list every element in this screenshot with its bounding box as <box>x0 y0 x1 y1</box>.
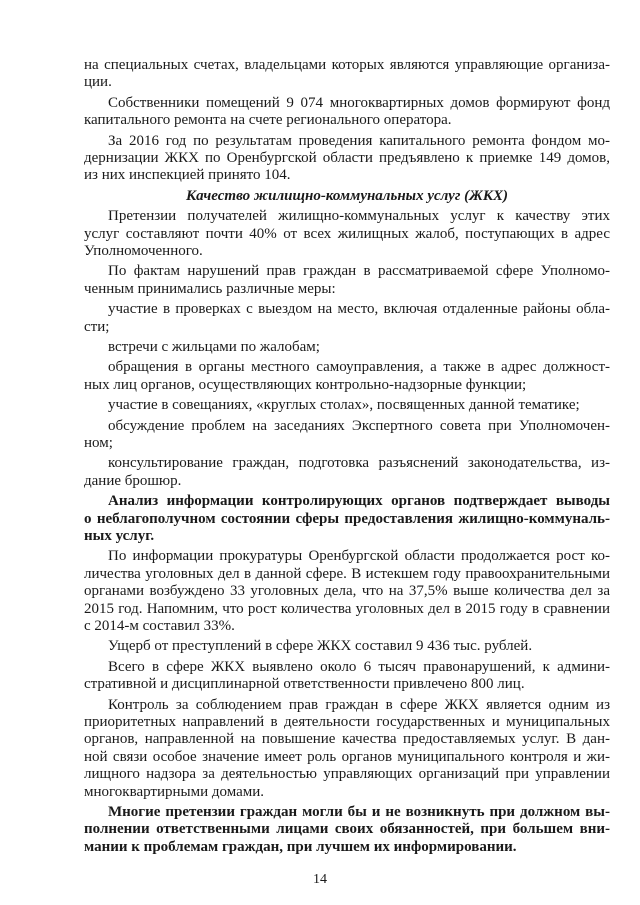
text-line: Всего в сфере ЖКХ выявлено около 6 тысяч правонарушений, к админи- <box>108 658 610 675</box>
list-item: сти; <box>84 318 110 335</box>
page-number: 14 <box>313 872 327 887</box>
text-line: Собственники помещений 9 074 многоквартирных домов формируют фонд <box>108 94 610 111</box>
bold-paragraph-line: полнении ответственными лицами своих обязанностей, при большем вни- <box>84 821 610 838</box>
text-line: Контроль за соблюдением прав граждан в сфере ЖКХ является одним из <box>108 696 610 713</box>
text-line: По информации прокуратуры Оренбургской области продолжается рост ко- <box>108 548 610 565</box>
bold-paragraph-line: Анализ информации контролирующих органов подтверждает выводы <box>108 493 610 510</box>
text-line: 2015 год. Напомним, что рост количества уголовных дел в 2015 году в сравнении <box>84 600 610 617</box>
list-item: консультирование граждан, подготовка разъяснений законодательства, из- <box>108 455 610 472</box>
list-item: ном; <box>84 435 113 451</box>
text-line: приоритетных направлений в деятельности государственных и муниципальных <box>84 714 610 730</box>
bold-paragraph-line: Многие претензии граждан могли бы и не возникнуть при должном вы- <box>108 804 610 820</box>
text-line: на специальных счетах, владельцами которых являются управляющие организа- <box>84 57 610 73</box>
text-line: органов, направленной на повышение качества предоставляемых услуг. В дан- <box>84 731 610 748</box>
list-item: обсуждение проблем на заседаниях Экспертного совета при Уполномочен- <box>108 417 610 434</box>
bold-paragraph-line: ных услуг. <box>84 528 155 544</box>
text-line: За 2016 год по результатам проведения капитального ремонта фондом мо- <box>108 132 610 149</box>
text-line: Претензии получателей жилищно-коммунальных услуг к качеству этих <box>108 208 610 225</box>
text-line: с 2014-м составил 33%. <box>84 618 235 634</box>
list-item: ных лиц органов, осуществляющих контрольно-надзорные функции; <box>84 376 527 393</box>
bold-paragraph-line: мании к проблемам граждан, при лучшем их информировании. <box>84 838 517 855</box>
text-line: из них инспекцией принято 104. <box>84 167 291 184</box>
text-line: Уполномоченного. <box>84 243 203 259</box>
text-line: личества уголовных дел в данной сфере. В истекшем году правоохранительными <box>84 565 610 582</box>
text-line: По фактам нарушений прав граждан в рассматриваемой сфере Уполномо- <box>108 263 610 280</box>
text-line: дернизации ЖКХ по Оренбургской области предъявлено к приемке 149 домов, <box>84 150 610 166</box>
text-line: услуг составляют почти 40% от всех жилищных жалоб, поступающих в адрес <box>84 225 610 242</box>
section-heading: Качество жилищно-коммунальных услуг (ЖКХ) <box>185 187 509 204</box>
text-line: многоквартирными домами. <box>84 783 265 800</box>
text-line: Ущерб от преступлений в сфере ЖКХ составил 9 436 тыс. рублей. <box>108 638 533 655</box>
text-line: органами возбуждено 33 уголовных дела, что на 37,5% выше количества дел за <box>84 583 610 600</box>
text-line: стративной и дисциплинарной ответственности привлечено 800 лиц. <box>84 676 525 693</box>
bold-paragraph-line: о неблагополучном состоянии сферы предоставления жилищно-коммуналь- <box>84 510 610 527</box>
text-line: лищного надзора за деятельностью управляющих организаций при управлении <box>84 766 610 783</box>
list-item: участие в проверках с выездом на место, включая отдаленные районы обла- <box>108 301 610 318</box>
list-item: участие в совещаниях, «круглых столах», посвященных данной тематике; <box>108 397 580 414</box>
list-item: встречи с жильцами по жалобам; <box>108 339 320 355</box>
list-item: обращения в органы местного самоуправления, а также в адрес должност- <box>108 359 610 376</box>
text-line: капитального ремонта на счете регионального оператора. <box>84 112 452 129</box>
text-line: ченным принимались различные меры: <box>84 280 336 297</box>
text-line: ной связи особое значение имеет роль органов муниципального контроля и жи- <box>84 748 610 765</box>
list-item: дание брошюр. <box>84 472 182 489</box>
text-line: ции. <box>84 74 112 91</box>
